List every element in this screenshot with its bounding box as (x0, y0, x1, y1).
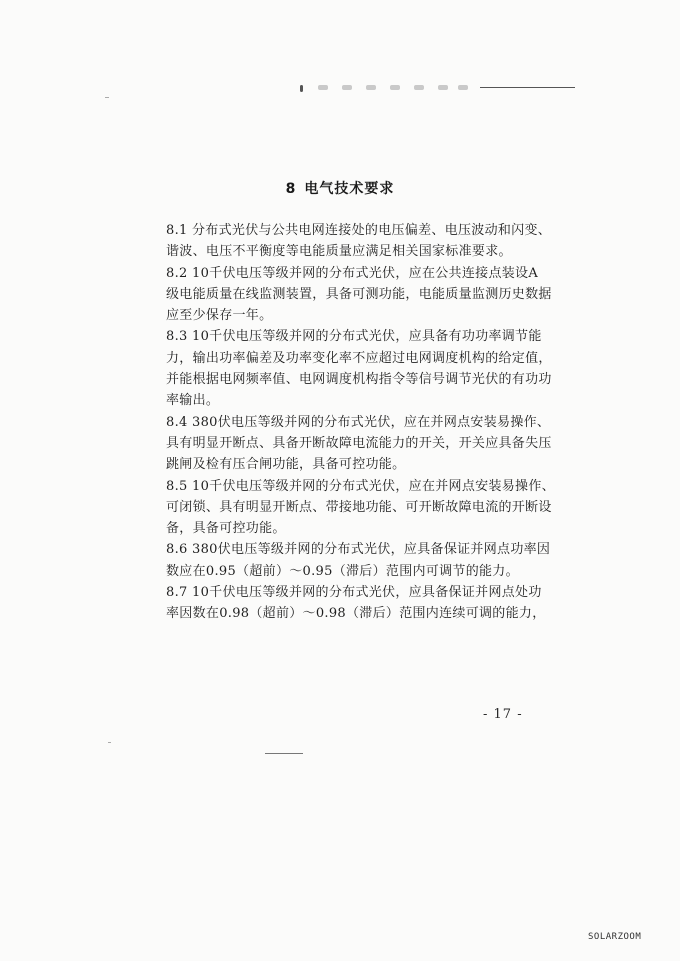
scan-tick-bottom (108, 742, 111, 743)
section-heading (0, 178, 680, 198)
text-line: 8.5 10千伏电压等级并网的分布式光伏，应在并网点安装易操作、 (166, 478, 555, 494)
text-line: 8.2 10千伏电压等级并网的分布式光伏，应在公共连接点装设A (166, 265, 539, 281)
scan-artifact-top (300, 84, 575, 92)
text-line: 率输出。 (166, 393, 220, 409)
scan-line-bottom (265, 753, 303, 754)
section-title: 电气技术要求 (304, 181, 395, 197)
text-line: 并能根据电网频率值、电网调度机构指令等信号调节光伏的有功功 (166, 372, 552, 388)
scan-line-top (480, 87, 575, 88)
text-line: 8.6 380伏电压等级并网的分布式光伏，应具备保证并网点功率因 (166, 542, 551, 558)
text-line: 数应在0.95（超前）～0.95（滞后）范围内可调节的能力。 (166, 563, 519, 579)
text-line: 8.1 分布式光伏与公共电网连接处的电压偏差、电压波动和闪变、 (166, 223, 552, 238)
section-number: 8 (285, 181, 297, 197)
body-text (166, 220, 555, 625)
text-line: 可闭锁、具有明显开断点、带接地功能、可开断故障电流的开断设 (166, 499, 552, 515)
text-line: 力，输出功率偏差及功率变化率不应超过电网调度机构的给定值， (166, 350, 552, 366)
text-line: 谐波、电压不平衡度等电能质量应满足相关国家标准要求。 (166, 244, 512, 260)
text-line: 8.4 380伏电压等级并网的分布式光伏，应在并网点安装易操作、 (166, 414, 551, 430)
scan-tick-left (105, 97, 109, 98)
text-line: 级电能质量在线监测装置，具备可测功能，电能质量监测历史数据 (166, 286, 552, 302)
text-line: 具有明显开断点、具备开断故障电流能力的开关，开关应具备失压 (166, 435, 552, 451)
watermark: SOLARZOOM (588, 932, 642, 942)
text-line: 8.3 10千伏电压等级并网的分布式光伏，应具备有功功率调节能 (166, 329, 542, 345)
text-line: 率因数在0.98（超前）～0.98（滞后）范围内连续可调的能力， (166, 606, 546, 622)
page-number: - 17 - (483, 707, 523, 722)
text-line: 跳闸及检有压合闸功能，具备可控功能。 (166, 457, 406, 473)
text-line: 8.7 10千伏电压等级并网的分布式光伏，应具备保证并网点处功 (166, 585, 542, 601)
text-line: 备，具备可控功能。 (166, 521, 286, 537)
text-line: 应至少保存一年。 (166, 308, 273, 324)
